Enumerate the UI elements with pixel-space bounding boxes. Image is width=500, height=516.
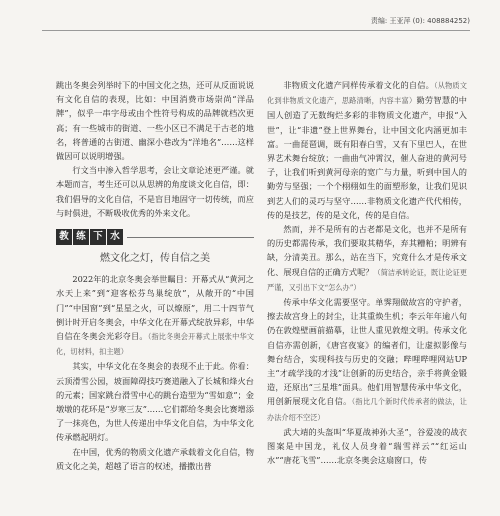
right-paragraph-1-text: 非物质文化遗产同样传承着文化的自信。 [283, 80, 434, 90]
tag-char-1: 教 [56, 229, 72, 245]
section-heading [56, 228, 254, 246]
right-paragraph-3 [267, 295, 467, 425]
right-paragraph-1 [267, 78, 467, 222]
section-tag [56, 229, 123, 245]
right-paragraph-2 [267, 222, 467, 295]
left-paragraph-3 [56, 272, 254, 359]
essay-title: 燃文化之灯，传自信之美 [100, 253, 210, 265]
right-paragraph-1-note: （从物质文化到非物质文化遗产，思路清晰，内容丰富） [267, 81, 467, 106]
right-paragraph-1-body: 勤劳智慧的中国人创造了无数绚烂多彩的非物质文化遗产，申报“入世”，让“非遗”登上世界舞台，让中国文化内涵更加丰富。一曲琵琶调，既有阳春白雪，又有下里巴人，在世界艺术舞台绽放；一曲曲气冲霄汉，催人奋进的黄河号子，让我们听到黄河母亲的宽广与力量，听到中国人的勤劳与坚强；一个个栩栩如生的面塑形象，让我们见识到艺人们的灵巧与坚守……非物质文化遗产代代相传，传的是技艺，传的是文化，传的是自信。 [267, 95, 467, 220]
section-rule [127, 237, 254, 238]
right-column [267, 78, 467, 467]
tag-char-3: 下 [90, 229, 106, 245]
right-paragraph-2-note: （简洁承转论证，既让论证更严谨，又引出下文“怎么办”） [267, 267, 467, 292]
right-paragraph-4: 武大靖的头盔叫“华夏战神孙大圣”，谷爱凌的战衣图案是中国龙，礼仪人员身着“瑞雪祥云”“红运山水”“唐花飞雪”……北京冬奥会这扇窗口，传 [267, 426, 467, 466]
left-paragraph-3-text: 2022年的北京冬奥会举世瞩目：开幕式从“黄河之水天上来”到“迎客松芬鸟巢绽放”，从敞开的“中国门”“中国窗”到“星星之火，可以燎原”，用二十四节气倒计时开启冬奥会，中华文化在开幕式绽放异彩，中华自信在冬奥会光彩夺目。 [56, 274, 254, 342]
editor-credit: 责编: 王亚萍 (0): 408884252) [370, 17, 470, 25]
left-paragraph-2: 行文当中渗入哲学思考，会让文章论述更严谨。就本题而言，考生还可以从思辨的角度谈文化自信，即：我们倡导的文化自信，不是盲目地固守一切传统，而应与时俱进，不断吸收优秀的外来文化。 [56, 165, 254, 218]
left-paragraph-4: 其实，中华文化在冬奥会的表现不止于此。你看：云顶滑雪公园，坡面障碍技巧赛道融入了长城和烽火台的元素；国家跳台滑雪中心的跳台造型为“雪如意”；金墩墩的花环是“岁寒三友”……它们都给冬奥会比赛增添了一抹亮色，为世人传递出中华文化自信，为中华文化传承燃起明灯。 [56, 361, 254, 443]
left-paragraph-3-note: （指比冬奥会开幕式上展张中华文化，切材料，扣主题） [56, 332, 254, 357]
left-column [56, 78, 254, 473]
right-paragraph-3-text: 传承中华文化需要坚守。单霁翔做故宫的守护者，擦去故宫身上的封尘，让其重焕生机；李云年年逾八旬仍在敦煌壁画前描摹，让世人重见敦煌文明。传承文化自信亦需创新，《唐宫夜宴》的编者们，让虚拟影像与舞台结合，实现科技与历史的交融；哔哩哔哩网站UP主“才疏学浅的才浅”让创新的历史结合，亲手将黄金锻造，还原出“三星堆”面具。他们用智慧传承中华文化，用创新展现文化自信。 [267, 297, 467, 407]
left-paragraph-5: 在中国，优秀的物质文化遗产承载着文化自信，物质文化之美，超越了语言的权述，播撒出普 [56, 446, 254, 471]
tag-char-4: 水 [107, 229, 123, 245]
right-paragraph-2-text: 然而，并不是所有的古老都是文化，也并不是所有的历史都需传承，我们要取其精华，弃其糟粕；明辨有缺，分清美丑。那么，站在当下，究竟什么才是传承文化、展现自信的正确方式呢？ [267, 224, 467, 277]
left-paragraph-1: 跳出冬奥会列举时下的中国文化之热，还可从反面说说有文化自信的表现，比如：中国消费市场崇尚“洋品牌”，似乎一串字母或由个性符号构成的品牌就档次更高；有一些城市的街道、一些小区已不满足于古老的地名，将普通的古街道、幽深小巷改为“洋地名”……这样做因可以说明增强。 [56, 80, 254, 162]
tag-char-2: 练 [73, 229, 89, 245]
right-paragraph-3-note: （指比几个新时代传承者的做法，让办法介绍不空泛） [267, 397, 467, 422]
header-rule [42, 30, 470, 31]
